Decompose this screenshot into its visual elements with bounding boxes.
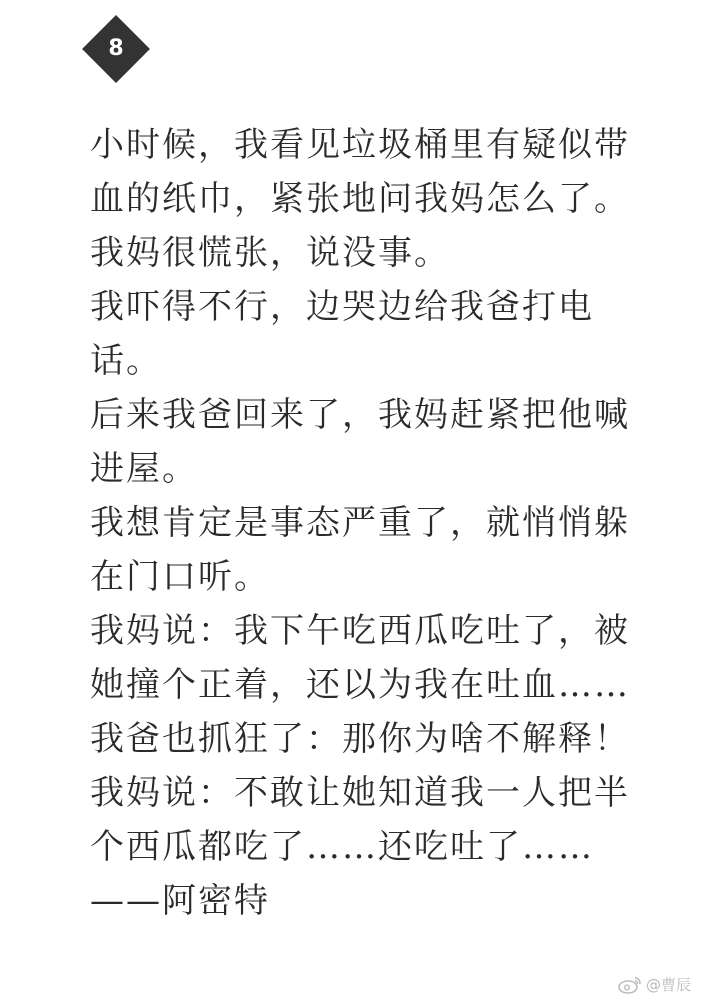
story-line: 我爸也抓狂了：那你为啥不解释！ bbox=[90, 719, 630, 759]
story-line: 我吓得不行，边哭边给我爸打电 bbox=[90, 287, 594, 327]
story-text bbox=[90, 118, 630, 928]
story-attribution: ——阿密特 bbox=[90, 881, 270, 921]
section-number-badge bbox=[82, 15, 150, 83]
story-line: 个西瓜都吃了……还吃吐了…… bbox=[90, 827, 594, 867]
story-line: 她撞个正着，还以为我在吐血…… bbox=[90, 665, 630, 705]
story-line: 进屋。 bbox=[90, 449, 198, 489]
story-line: 后来我爸回来了，我妈赶紧把他喊 bbox=[90, 395, 630, 435]
story-line: 小时候，我看见垃圾桶里有疑似带 bbox=[90, 125, 630, 165]
story-line: 我想肯定是事态严重了，就悄悄躲 bbox=[90, 503, 630, 543]
watermark-handle: @曹辰 bbox=[645, 976, 691, 994]
story-line: 我妈很慌张，说没事。 bbox=[90, 233, 450, 273]
story-line: 我妈说：我下午吃西瓜吃吐了，被 bbox=[90, 611, 630, 651]
story-line: 话。 bbox=[90, 341, 162, 381]
section-number: 8 bbox=[108, 36, 124, 61]
weibo-watermark bbox=[618, 974, 691, 995]
weibo-icon bbox=[618, 976, 642, 994]
story-line: 血的纸巾，紧张地问我妈怎么了。 bbox=[90, 179, 630, 219]
story-line: 我妈说：不敢让她知道我一人把半 bbox=[90, 773, 630, 813]
story-line: 在门口听。 bbox=[90, 557, 270, 597]
